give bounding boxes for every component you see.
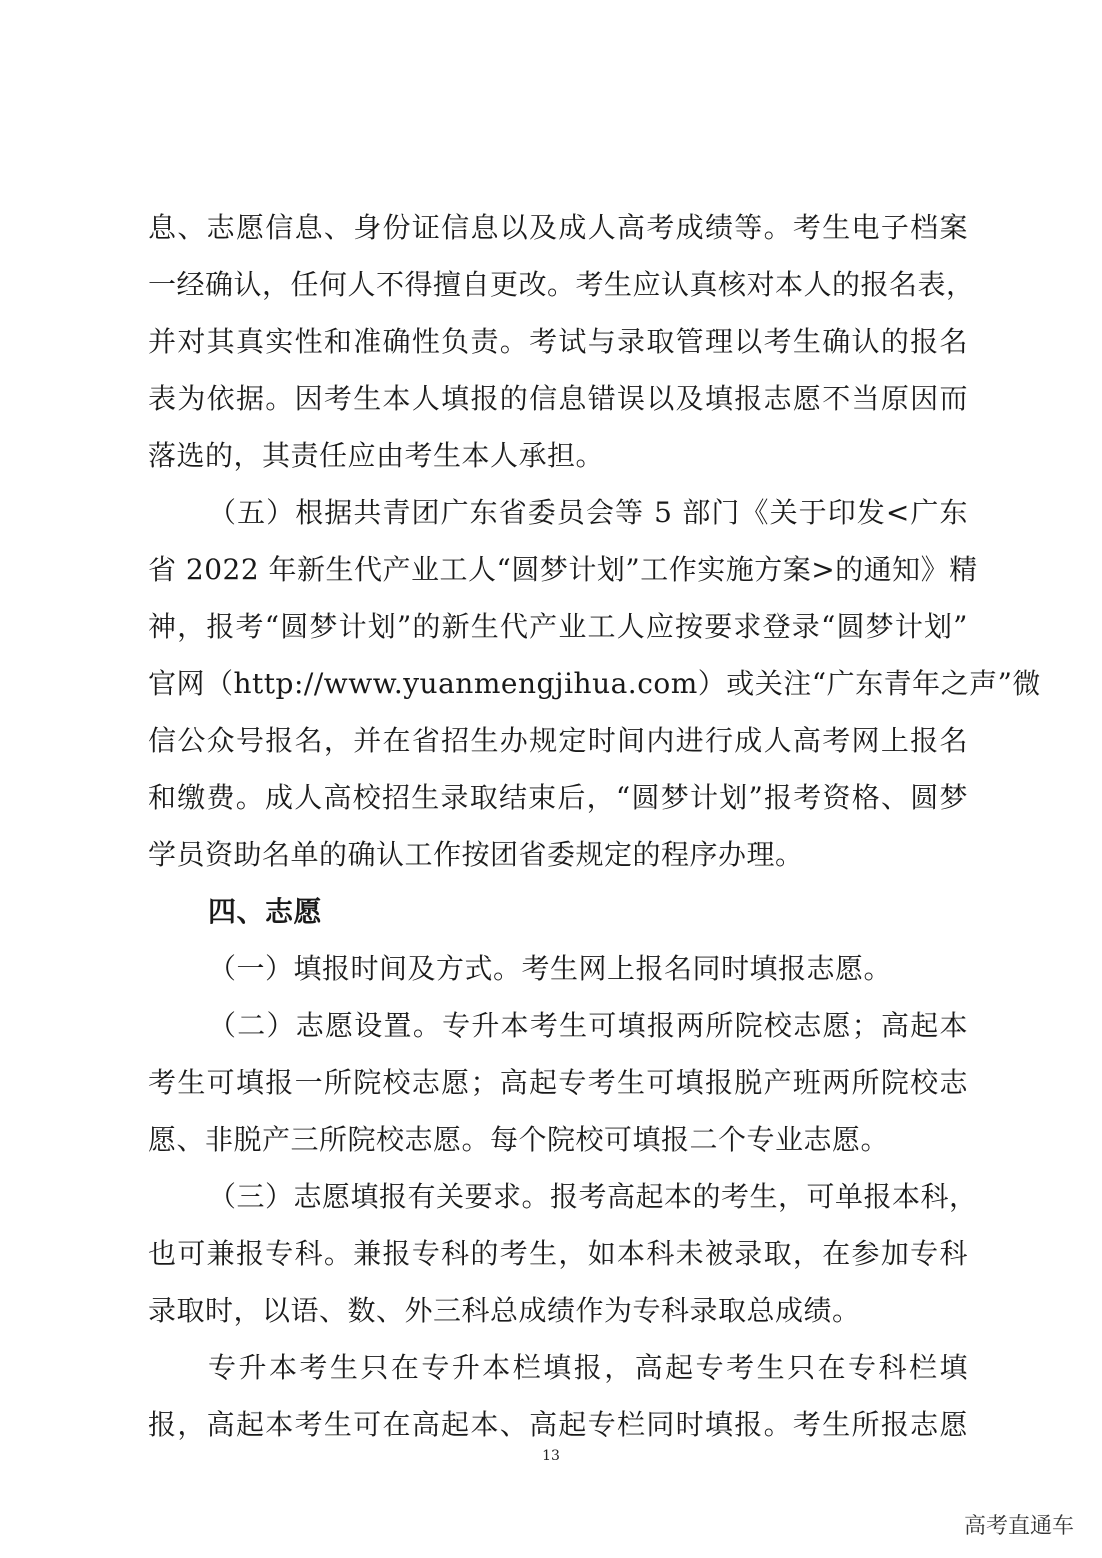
- text-line: 报，高起本考生可在高起本、高起专栏同时填报。考生所报志愿: [148, 1408, 968, 1441]
- section-heading: 四、志愿: [208, 895, 323, 928]
- text-line: 并对其真实性和准确性负责。考试与录取管理以考生确认的报名: [148, 325, 968, 358]
- text-line: （五）根据共青团广东省委员会等 5 部门《关于印发<广东: [208, 496, 968, 529]
- text-line: 学员资助名单的确认工作按团省委规定的程序办理。: [148, 838, 804, 871]
- text-line: 息、志愿信息、身份证信息以及成人高考成绩等。考生电子档案: [148, 211, 968, 244]
- text-line: 考生可填报一所院校志愿；高起专考生可填报脱产班两所院校志: [148, 1066, 968, 1099]
- text-line: （三）志愿填报有关要求。报考高起本的考生，可单报本科，: [208, 1180, 978, 1213]
- page-number: 13: [542, 1448, 560, 1464]
- text-line: 表为依据。因考生本人填报的信息错误以及填报志愿不当原因而: [148, 382, 968, 415]
- text-line: 信公众号报名，并在省招生办规定时间内进行成人高考网上报名: [148, 724, 968, 757]
- text-line: 一经确认，任何人不得擅自更改。考生应认真核对本人的报名表，: [148, 268, 975, 301]
- text-line: 专升本考生只在专升本栏填报，高起专考生只在专科栏填: [208, 1351, 968, 1384]
- text-line: 落选的，其责任应由考生本人承担。: [148, 439, 605, 472]
- body-text: [148, 203, 1041, 1457]
- text-line: 愿、非脱产三所院校志愿。每个院校可填报二个专业志愿。: [148, 1123, 890, 1156]
- text-line: 也可兼报专科。兼报专科的考生，如本科未被录取，在参加专科: [148, 1237, 968, 1270]
- text-line: 省 2022 年新生代产业工人“圆梦计划”工作实施方案>的通知》精: [148, 553, 978, 586]
- text-line: 录取时，以语、数、外三科总成绩作为专科录取总成绩。: [148, 1294, 861, 1327]
- text-line: 神，报考“圆梦计划”的新生代产业工人应按要求登录“圆梦计划”: [148, 610, 968, 643]
- text-line: 和缴费。成人高校招生录取结束后，“圆梦计划”报考资格、圆梦: [148, 781, 968, 814]
- text-line: （一）填报时间及方式。考生网上报名同时填报志愿。: [208, 952, 893, 985]
- watermark-text: 高考直通车: [963, 1514, 1074, 1539]
- text-line: （二）志愿设置。专升本考生可填报两所院校志愿；高起本: [208, 1009, 968, 1042]
- text-line: 官网（http://www.yuanmengjihua.com）或关注“广东青年之声”微: [148, 667, 1041, 700]
